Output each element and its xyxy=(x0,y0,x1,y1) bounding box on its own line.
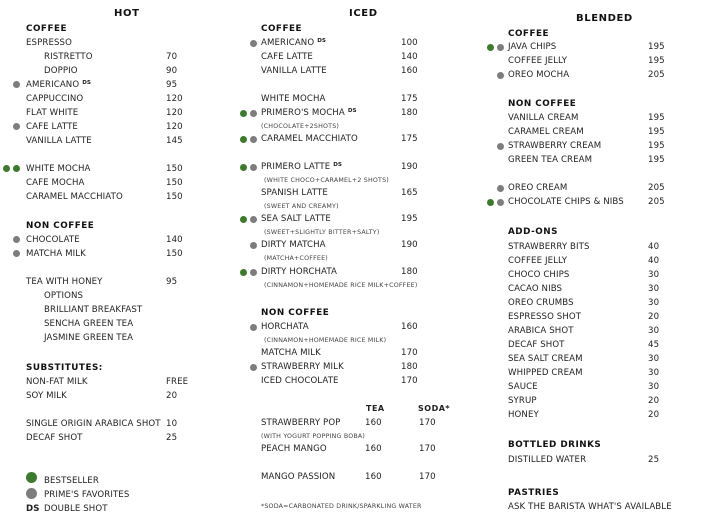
menu-item: CAFE MOCHA 150 xyxy=(26,178,183,188)
primes-favorite-icon xyxy=(250,364,257,371)
tea-soda-item: MANGO PASSION 160 170 xyxy=(261,472,436,482)
primes-favorite-icon xyxy=(497,185,504,192)
menu-item: WHITE MOCHA 150 xyxy=(26,164,183,174)
pastries-note: ASK THE BARISTA WHAT'S AVAILABLE xyxy=(508,502,672,512)
addon-item: WHIPPED CREAM 30 xyxy=(508,368,660,378)
addon-item: COFFEE JELLY 40 xyxy=(508,256,660,266)
menu-item: OREO MOCHA 205 xyxy=(508,70,665,80)
menu-item: PRIMERO LATTE $^{DS}$ 190 xyxy=(261,162,418,172)
bestseller-icon xyxy=(487,199,494,206)
primes-favorite-icon xyxy=(13,123,20,130)
iced-coffee-heading: COFFEE xyxy=(261,24,302,34)
tea-soda-item: PEACH MANGO 160 170 xyxy=(261,444,436,454)
addon-item: CHOCO CHIPS 30 xyxy=(508,270,660,280)
menu-item: CARAMEL CREAM 195 xyxy=(508,127,665,137)
primes-favorite-icon xyxy=(250,242,257,249)
menu-item: CARAMEL MACCHIATO 175 xyxy=(261,134,418,144)
addon-item: SAUCE 30 xyxy=(508,382,660,392)
menu-item: STRAWBERRY CREAM 195 xyxy=(508,141,665,151)
hot-column-title: HOT xyxy=(114,8,140,19)
blended-coffee-heading: COFFEE xyxy=(508,29,549,39)
item-description: (CINNAMON+HOMEMADE RICE MILK+COFFEE) xyxy=(264,282,418,289)
addon-item: SYRUP 20 xyxy=(508,396,660,406)
substitute-item: NON-FAT MILK FREE xyxy=(26,377,189,387)
menu-item: COFFEE JELLY 195 xyxy=(508,56,665,66)
primes-favorite-icon xyxy=(250,110,257,117)
item-description: (MATCHA+COFFEE) xyxy=(264,255,328,262)
bestseller-legend-label: BESTSELLER xyxy=(44,476,99,486)
menu-item: CHOCOLATE 140 xyxy=(26,235,183,245)
menu-item: DISTILLED WATER 25 xyxy=(508,455,660,465)
menu-item: GREEN TEA CREAM 195 xyxy=(508,155,665,165)
double-shot-legend-key: DS xyxy=(26,504,40,514)
primes-favorite-icon xyxy=(497,199,504,206)
menu-item: JAVA CHIPS 195 xyxy=(508,42,665,52)
menu-item: PRIMERO'S MOCHA $^{DS}$ 180 xyxy=(261,108,418,118)
pastries-heading: PASTRIES xyxy=(508,488,560,498)
substitutes-heading: SUBSTITUTES: xyxy=(26,363,103,373)
primes-favorite-icon xyxy=(250,40,257,47)
menu-item: DIRTY MATCHA 190 xyxy=(261,240,418,250)
item-description: (WITH YOGURT POPPING BOBA) xyxy=(261,433,366,440)
addon-item: SEA SALT CREAM 30 xyxy=(508,354,660,364)
item-description: (WHITE CHOCO+CARAMEL+2 SHOTS) xyxy=(264,177,389,184)
menu-item: ICED CHOCOLATE 170 xyxy=(261,376,418,386)
primes-favorite-icon xyxy=(13,236,20,243)
menu-item: AMERICANO $^{DS}$ 100 xyxy=(261,38,418,48)
addons-heading: ADD-ONS xyxy=(508,227,558,237)
primes-favorite-icon xyxy=(497,143,504,150)
substitute-item: SINGLE ORIGIN ARABICA SHOT 10 xyxy=(26,419,178,429)
soda-footnote: *SODA=CARBONATED DRINK/SPARKLING WATER xyxy=(261,503,422,510)
bestseller-legend-icon xyxy=(26,472,37,483)
menu-item: SPANISH LATTE 165 xyxy=(261,188,418,198)
primes-favorite-icon xyxy=(250,164,257,171)
menu-item: VANILLA CREAM 195 xyxy=(508,113,665,123)
bestseller-icon xyxy=(240,216,247,223)
item-description: (CHOCOLATE+2SHOTS) xyxy=(261,123,340,130)
hot-coffee-heading: COFFEE xyxy=(26,24,67,34)
menu-item: DIRTY HORCHATA 180 xyxy=(261,267,418,277)
primes-favorite-legend-icon xyxy=(26,488,37,499)
primes-favorite-icon xyxy=(250,269,257,276)
addon-item: STRAWBERRY BITS 40 xyxy=(508,242,660,252)
menu-item: TEA WITH HONEY 95 xyxy=(26,277,178,287)
menu-item: CAFE LATTE 120 xyxy=(26,122,183,132)
primes-favorite-legend-label: PRIME'S FAVORITES xyxy=(44,490,130,500)
addon-item: CACAO NIBS 30 xyxy=(508,284,660,294)
addon-item: HONEY 20 xyxy=(508,410,660,420)
addon-item: ARABICA SHOT 30 xyxy=(508,326,660,336)
iced-non-coffee-heading: NON COFFEE xyxy=(261,308,330,318)
menu-item: STRAWBERRY MILK 180 xyxy=(261,362,418,372)
substitute-item: DECAF SHOT 25 xyxy=(26,433,178,443)
bestseller-icon xyxy=(240,269,247,276)
bestseller-icon xyxy=(13,165,20,172)
blended-column-title: BLENDED xyxy=(576,13,633,24)
blended-non-coffee-heading: NON COFFEE xyxy=(508,99,577,109)
menu-item: WHITE MOCHA 175 xyxy=(261,94,418,104)
menu-item: SEA SALT LATTE 195 xyxy=(261,214,418,224)
bestseller-icon xyxy=(487,44,494,51)
menu-item: MATCHA MILK 170 xyxy=(261,348,418,358)
menu-item: VANILLA LATTE 160 xyxy=(261,66,418,76)
item-description: (SWEET+SLIGHTLY BITTER+SALTY) xyxy=(264,229,380,236)
menu-item: CARAMEL MACCHIATO 150 xyxy=(26,192,183,202)
bestseller-icon xyxy=(240,110,247,117)
menu-item: AMERICANO $^{DS}$ 95 xyxy=(26,80,178,90)
menu-item: OREO CREAM 205 xyxy=(508,183,665,193)
addon-item: DECAF SHOT 45 xyxy=(508,340,660,350)
bestseller-icon xyxy=(240,164,247,171)
primes-favorite-icon xyxy=(13,250,20,257)
primes-favorite-icon xyxy=(13,81,20,88)
menu-item: CHOCOLATE CHIPS & NIBS 205 xyxy=(508,197,665,207)
soda-column-header: SODA* xyxy=(418,404,451,413)
menu-item: RISTRETTO 70 xyxy=(44,52,178,62)
menu-item: FLAT WHITE 120 xyxy=(26,108,183,118)
primes-favorite-icon xyxy=(497,44,504,51)
menu-item: MATCHA MILK 150 xyxy=(26,249,183,259)
primes-favorite-icon xyxy=(250,136,257,143)
hot-non-coffee-heading: NON COFFEE xyxy=(26,221,95,231)
item-description: (CINNAMON+HOMEMADE RICE MILK) xyxy=(264,337,387,344)
menu-item: CAFE LATTE 140 xyxy=(261,52,418,62)
addon-item: ESPRESSO SHOT 20 xyxy=(508,312,660,322)
primes-favorite-icon xyxy=(250,216,257,223)
addon-item: OREO CRUMBS 30 xyxy=(508,298,660,308)
primes-favorite-icon xyxy=(250,324,257,331)
substitute-item: SOY MILK 20 xyxy=(26,391,178,401)
iced-column-title: ICED xyxy=(349,8,378,19)
tea-soda-item: STRAWBERRY POP 160 170 xyxy=(261,418,436,428)
menu-item: CAPPUCCINO 120 xyxy=(26,94,183,104)
menu-item: HORCHATA 160 xyxy=(261,322,418,332)
menu-item: VANILLA LATTE 145 xyxy=(26,136,183,146)
bottled-drinks-heading: BOTTLED DRINKS xyxy=(508,440,602,450)
bestseller-icon xyxy=(3,165,10,172)
tea-column-header: TEA xyxy=(366,404,385,413)
primes-favorite-icon xyxy=(497,72,504,79)
item-description: (SWEET AND CREAMY) xyxy=(264,203,339,210)
menu-item: DOPPIO 90 xyxy=(44,66,178,76)
bestseller-icon xyxy=(240,136,247,143)
double-shot-legend-label: DOUBLE SHOT xyxy=(44,504,108,514)
